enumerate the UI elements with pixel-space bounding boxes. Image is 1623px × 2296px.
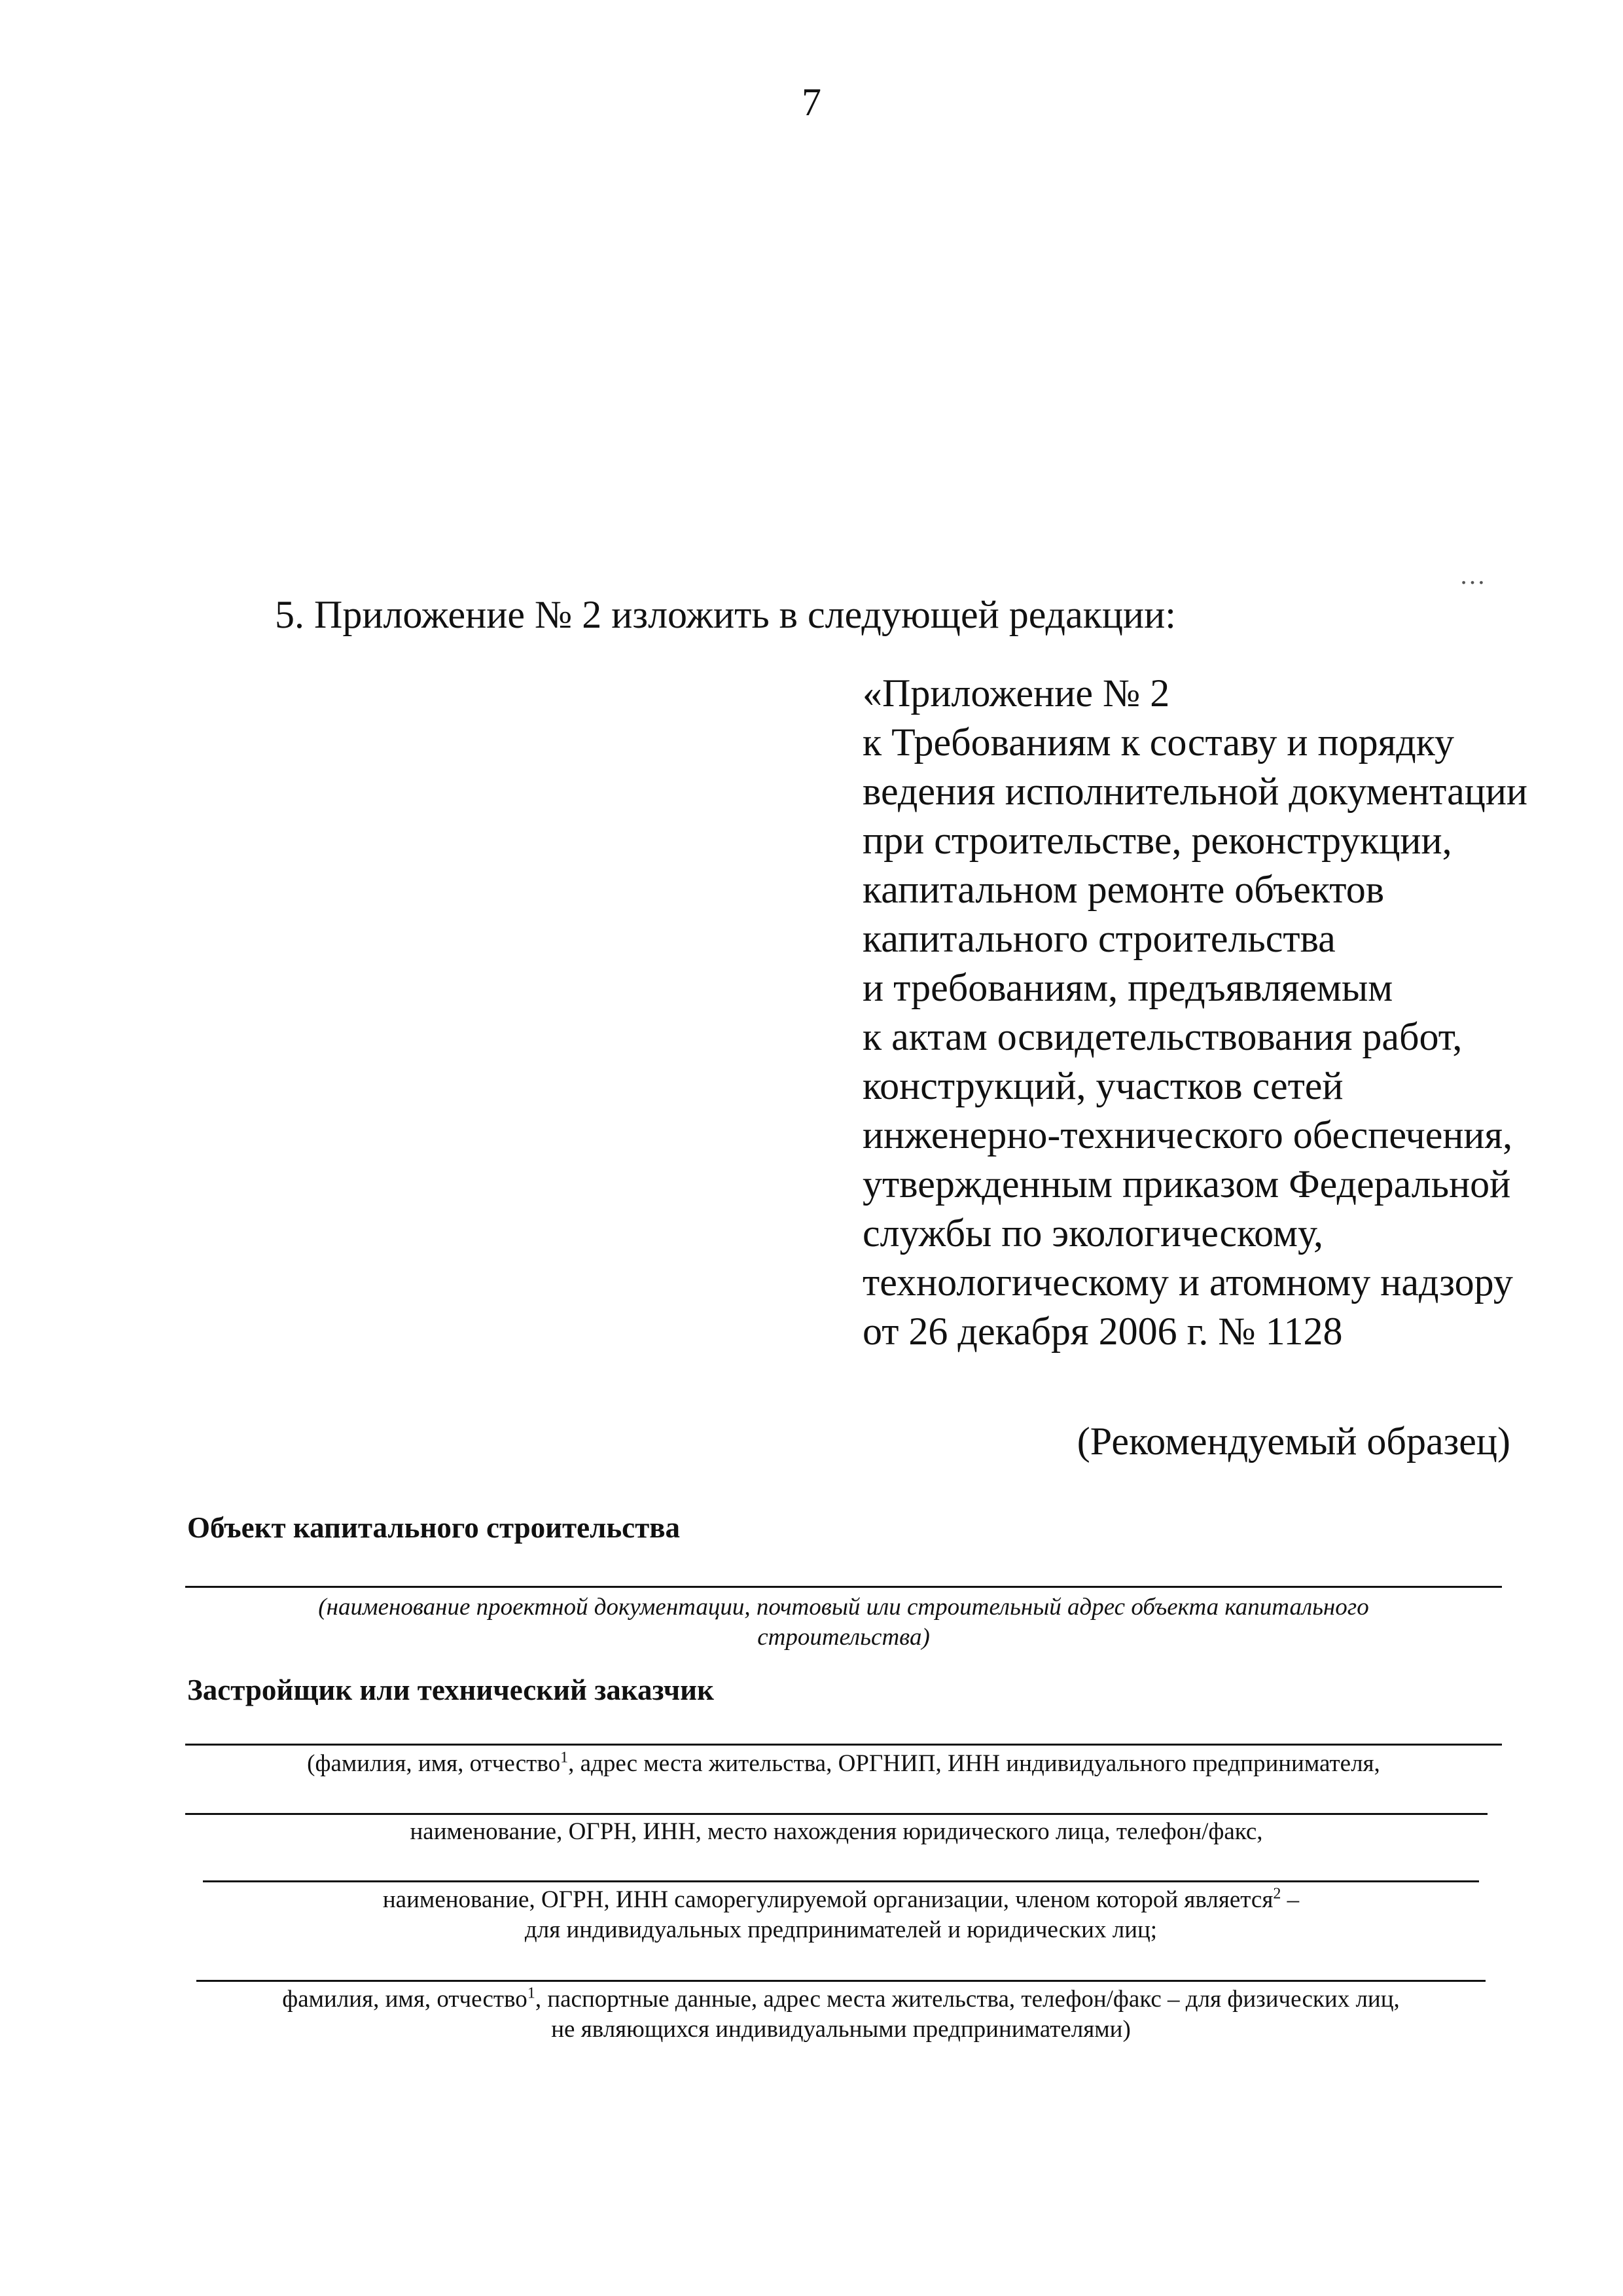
caption-line: (фамилия, имя, отчество$^1$, адрес места жительства, ОРГНИП, ИНН индивидуального предпринимателя, xyxy=(307,1749,1380,1777)
appendix-line: ведения исполнительной документации xyxy=(863,770,1528,813)
developer-caption-3 xyxy=(203,1885,1479,1945)
corner-mark: … xyxy=(1459,560,1489,590)
appendix-line: к Требованиям к составу и порядку xyxy=(863,721,1455,764)
appendix-line: к актам освидетельствования работ, xyxy=(863,1015,1463,1058)
developer-fill-line-2 xyxy=(185,1813,1488,1815)
appendix-line: службы по экологическому, xyxy=(863,1211,1323,1255)
developer-heading: Застройщик или технический заказчик xyxy=(187,1674,714,1706)
caption-line: наименование, ОГРН, ИНН саморегулируемой организации, членом которой является$^2$ – xyxy=(382,1885,1300,1913)
appendix-line: «Приложение № 2 xyxy=(863,672,1170,715)
sample-note: (Рекомендуемый образец) xyxy=(1077,1420,1510,1463)
developer-caption-1 xyxy=(185,1749,1502,1779)
object-caption xyxy=(185,1592,1502,1653)
appendix-line: капитальном ремонте объектов xyxy=(863,868,1385,911)
appendix-line: технологическому и атомному надзору xyxy=(863,1261,1513,1304)
appendix-line: при строительстве, реконструкции, xyxy=(863,819,1452,862)
developer-fill-line-4 xyxy=(196,1980,1486,1982)
caption-line: для индивидуальных предпринимателей и юридических лиц; xyxy=(524,1916,1158,1943)
object-fill-line xyxy=(185,1586,1502,1588)
caption-line: строительства) xyxy=(757,1624,930,1651)
appendix-header-block xyxy=(863,669,1602,1356)
caption-line: не являющихся индивидуальными предпринимателями) xyxy=(551,2016,1131,2043)
developer-fill-line-1 xyxy=(185,1744,1502,1746)
appendix-line: утвержденным приказом Федеральной xyxy=(863,1162,1511,1206)
object-heading: Объект капитального строительства xyxy=(187,1511,681,1544)
item-5-text: 5. Приложение № 2 изложить в следующей редакции: xyxy=(275,593,1176,636)
caption-line: фамилия, имя, отчество$^1$, паспортные данные, адрес места жительства, телефон/факс – для физических лиц, xyxy=(282,1984,1400,2013)
caption-line: наименование, ОГРН, ИНН, место нахождения юридического лица, телефон/факс, xyxy=(410,1818,1263,1845)
appendix-line: конструкций, участков сетей xyxy=(863,1064,1344,1107)
developer-fill-line-3 xyxy=(203,1880,1479,1882)
developer-caption-2 xyxy=(185,1817,1488,1847)
page-number: 7 xyxy=(802,81,821,124)
appendix-line: капитального строительства xyxy=(863,917,1336,960)
appendix-line: от 26 декабря 2006 г. № 1128 xyxy=(863,1310,1343,1353)
developer-caption-4 xyxy=(196,1984,1486,2045)
caption-line: (наименование проектной документации, почтовый или строительный адрес объекта капитального xyxy=(318,1594,1369,1621)
appendix-line: и требованиям, предъявляемым xyxy=(863,966,1393,1009)
appendix-line: инженерно-технического обеспечения, xyxy=(863,1113,1513,1157)
